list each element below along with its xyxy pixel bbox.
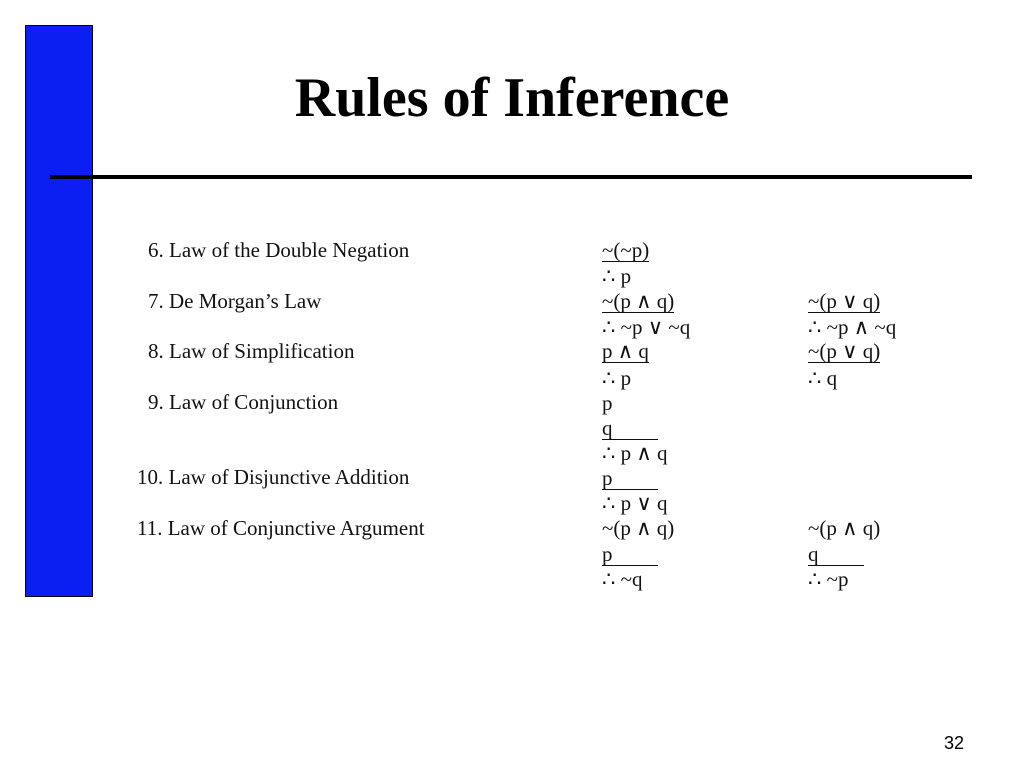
law-8-name: 8. Law of Simplification <box>148 339 355 363</box>
law-6-premise-text: ~(~p) <box>602 238 650 262</box>
law-10-premise <box>602 466 658 490</box>
law-9-premise-1: p <box>602 391 613 415</box>
slide-title: Rules of Inference <box>294 67 730 129</box>
law-10-name: 10. Law of Disjunctive Addition <box>137 465 410 489</box>
law-7-premise-a-text: ~(p ∧ q) <box>602 289 675 313</box>
law-8-premise-b <box>808 339 880 363</box>
law-8-premise-b-text: ~(p ∨ q) <box>808 339 881 363</box>
law-11-premise-a2 <box>602 542 658 566</box>
law-11-premise-a1: ~(p ∧ q) <box>602 516 675 540</box>
law-7-conclusion-b: ∴ ~p ∧ ~q <box>808 315 897 339</box>
law-11-premise-b2-text: q <box>808 544 864 566</box>
title-divider <box>50 175 972 179</box>
law-11-premise-b1: ~(p ∧ q) <box>808 516 881 540</box>
law-6-premise <box>602 238 649 262</box>
law-7-premise-b-text: ~(p ∨ q) <box>808 289 881 313</box>
law-7-conclusion-a: ∴ ~p ∨ ~q <box>602 315 691 339</box>
law-9-premise-2 <box>602 416 658 440</box>
law-11-conclusion-b: ∴ ~p <box>808 567 849 591</box>
law-10-conclusion: ∴ p ∨ q <box>602 491 668 515</box>
law-11-name: 11. Law of Conjunctive Argument <box>137 516 425 540</box>
law-7-name: 7. De Morgan’s Law <box>148 289 322 313</box>
law-9-premise-2-text: q <box>602 418 658 440</box>
law-11-premise-a2-text: p <box>602 544 658 566</box>
law-9-name: 9. Law of Conjunction <box>148 390 339 414</box>
law-7-premise-b <box>808 289 880 313</box>
law-8-conclusion-b: ∴ q <box>808 366 838 390</box>
law-11-premise-b2 <box>808 542 864 566</box>
law-11-conclusion-a: ∴ ~q <box>602 567 643 591</box>
law-10-premise-text: p <box>602 468 658 490</box>
law-9-conclusion: ∴ p ∧ q <box>602 441 668 465</box>
law-6-name: 6. Law of the Double Negation <box>148 238 410 262</box>
law-7-premise-a <box>602 289 674 313</box>
law-8-premise-a-text: p ∧ q <box>602 339 649 363</box>
page-number: 32 <box>943 733 964 753</box>
law-8-premise-a <box>602 339 649 363</box>
law-8-conclusion-a: ∴ p <box>602 366 632 390</box>
law-6-conclusion: ∴ p <box>602 264 632 288</box>
